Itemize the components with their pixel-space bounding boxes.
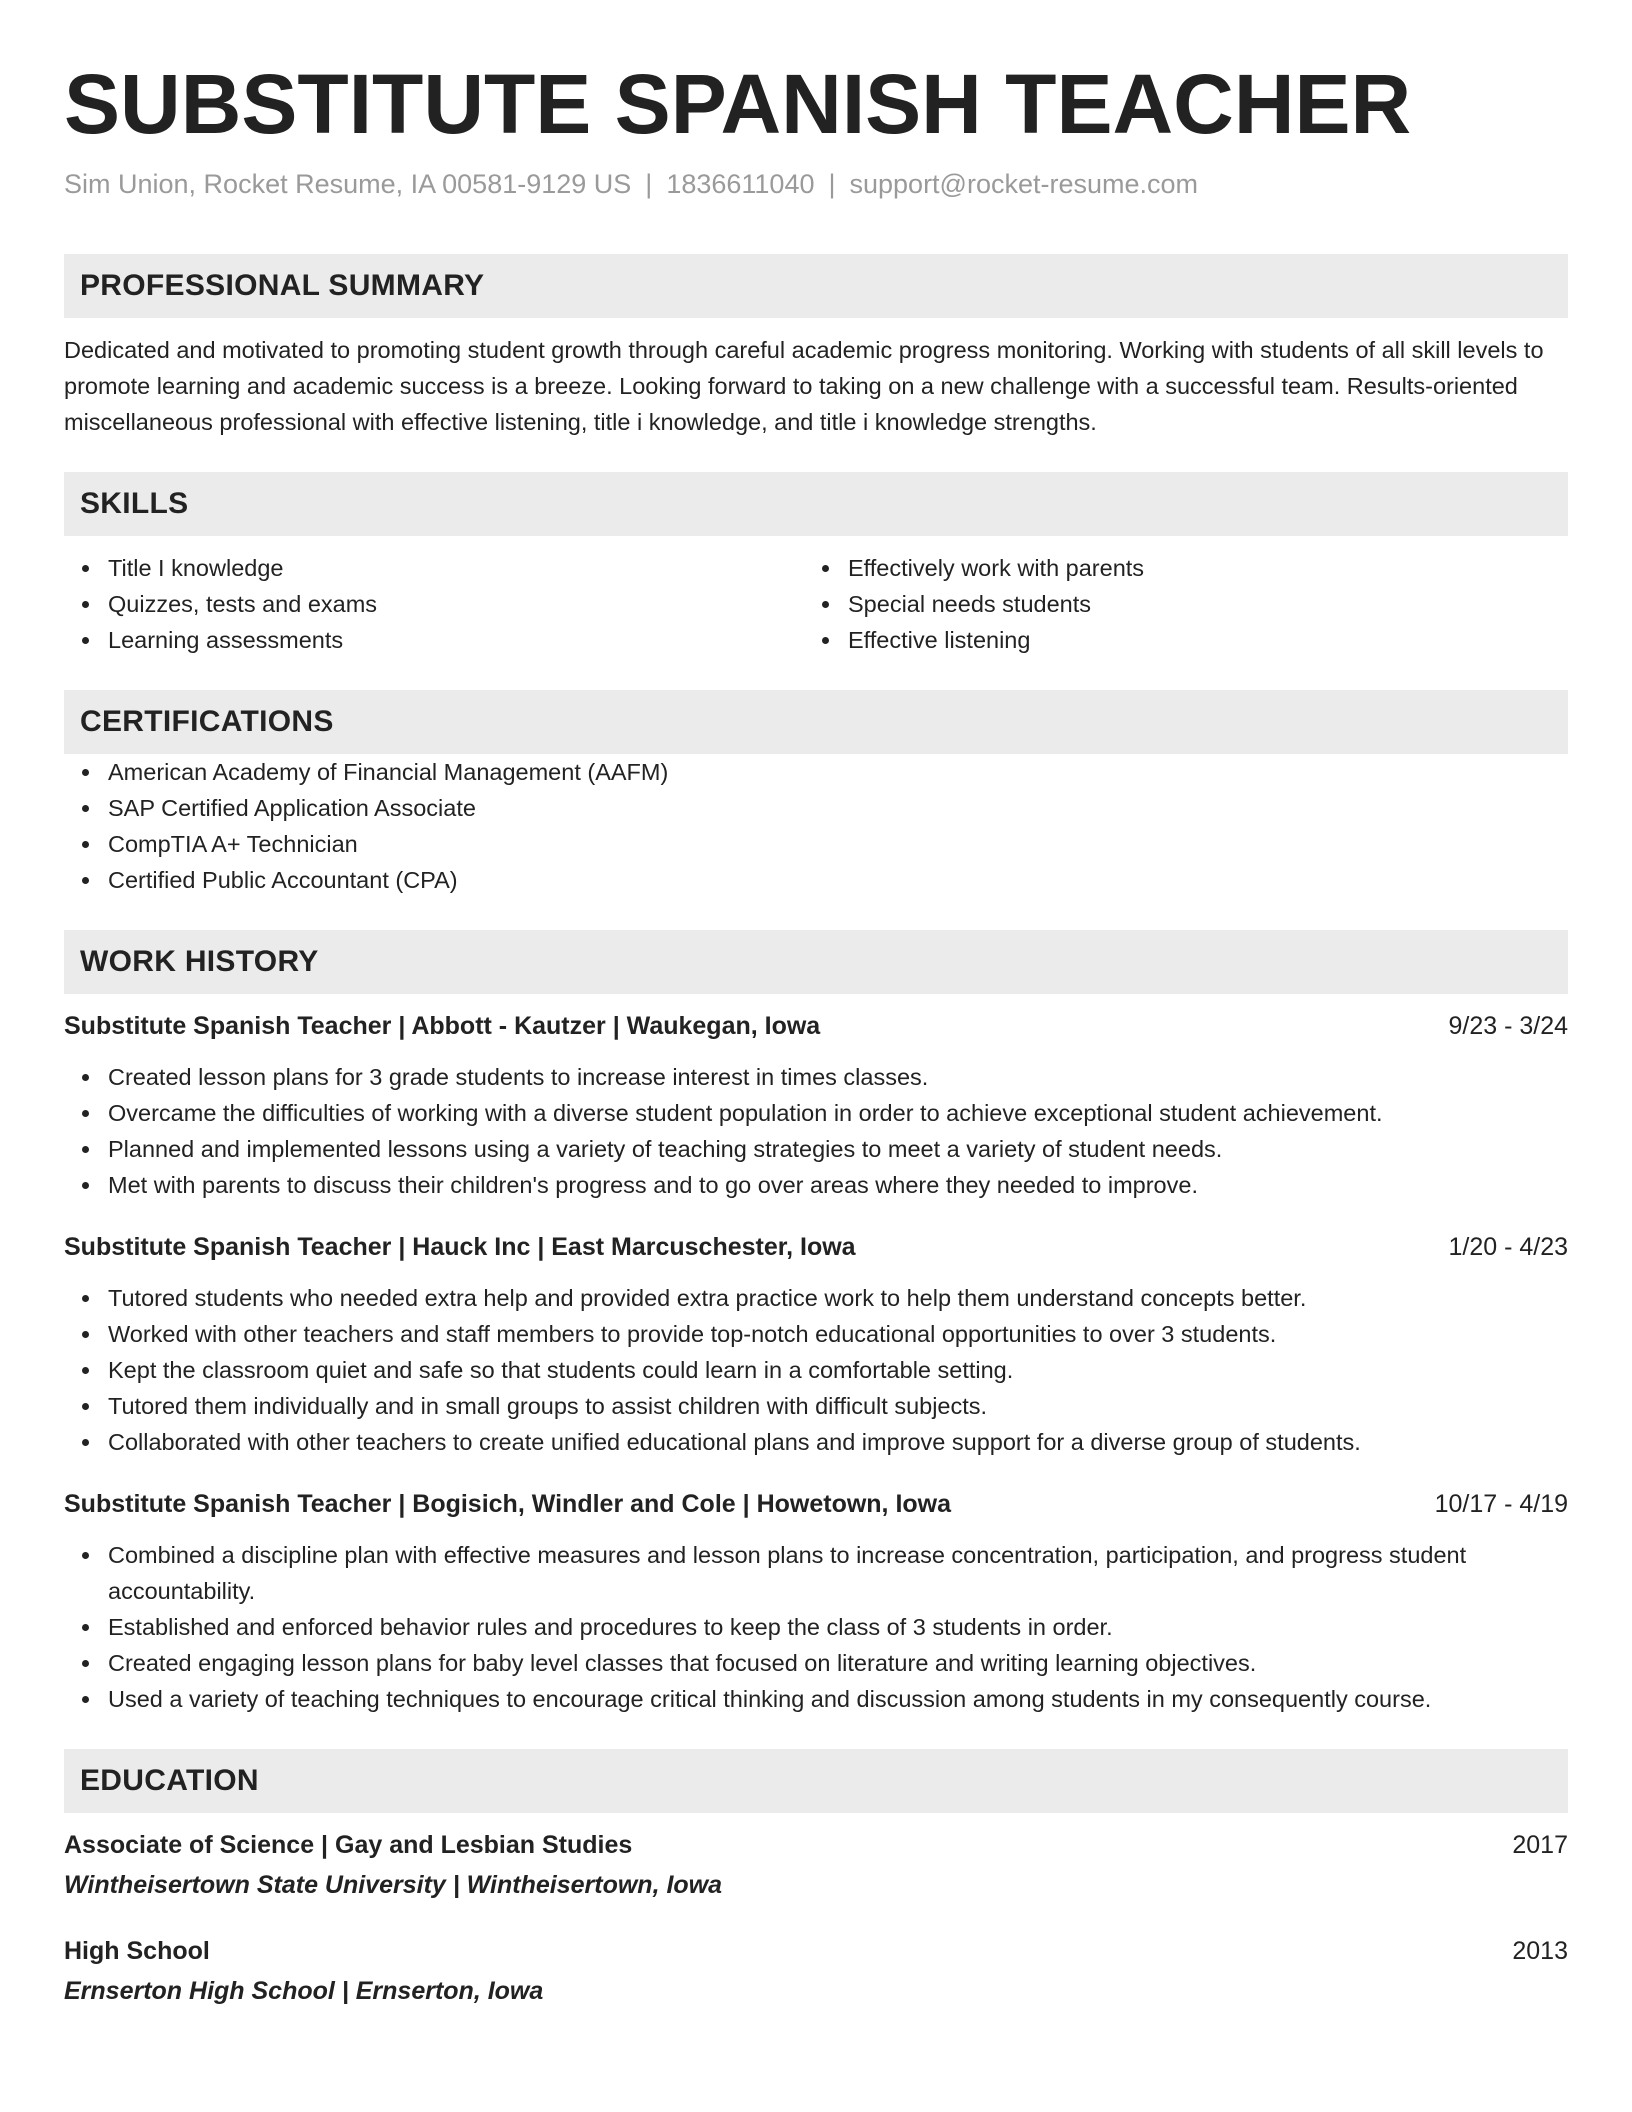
education-school: Wintheisertown State University | Wintheisertown, Iowa bbox=[64, 1871, 723, 1899]
job-entry bbox=[64, 1486, 1568, 1717]
contact-separator: | bbox=[645, 169, 653, 199]
section-header-skills: SKILLS bbox=[64, 472, 1568, 536]
education-heading-row bbox=[64, 1933, 1568, 1969]
section-work-history bbox=[64, 930, 1568, 1717]
education-entry bbox=[64, 1827, 1568, 1903]
education-entry bbox=[64, 1933, 1568, 2009]
skill-item: Special needs students bbox=[804, 586, 1544, 622]
candidate-name: SUBSTITUTE SPANISH TEACHER bbox=[64, 57, 1412, 151]
job-heading-row bbox=[64, 1486, 1568, 1522]
education-school: Ernserton High School | Ernserton, Iowa bbox=[64, 1977, 544, 2005]
job-bullet: Kept the classroom quiet and safe so that students could learn in a comfortable setting. bbox=[64, 1352, 1568, 1388]
job-dates: 10/17 - 4/19 bbox=[1434, 1490, 1568, 1518]
section-header-certifications: CERTIFICATIONS bbox=[64, 690, 1568, 754]
section-header-education: EDUCATION bbox=[64, 1749, 1568, 1813]
job-bullet: Used a variety of teaching techniques to encourage critical thinking and discussion among students in my consequently course. bbox=[64, 1681, 1568, 1717]
skill-item: Effectively work with parents bbox=[804, 550, 1544, 586]
contact-address: Sim Union, Rocket Resume, IA 00581-9129 US bbox=[64, 169, 632, 199]
contact-separator: | bbox=[828, 169, 836, 199]
job-bullet: Established and enforced behavior rules and procedures to keep the class of 3 students in order. bbox=[64, 1609, 1568, 1645]
job-bullet: Tutored students who needed extra help and provided extra practice work to help them understand concepts better. bbox=[64, 1280, 1568, 1316]
job-entry bbox=[64, 1008, 1568, 1203]
contact-phone: 1836611040 bbox=[666, 169, 815, 199]
job-title: Substitute Spanish Teacher | Abbott - Kautzer | Waukegan, Iowa bbox=[64, 1012, 821, 1040]
skill-item: Learning assessments bbox=[64, 622, 804, 658]
job-bullet-list bbox=[64, 1280, 1568, 1460]
job-bullet: Created engaging lesson plans for baby level classes that focused on literature and writing learning objectives. bbox=[64, 1645, 1568, 1681]
certification-list bbox=[64, 754, 1568, 898]
education-year: 2017 bbox=[1512, 1831, 1568, 1859]
job-bullet: Overcame the difficulties of working with a diverse student population in order to achieve exceptional student achievement. bbox=[64, 1095, 1568, 1131]
skills-left-column bbox=[64, 550, 804, 658]
job-entry bbox=[64, 1229, 1568, 1460]
job-bullet-list bbox=[64, 1059, 1568, 1203]
summary-text: Dedicated and motivated to promoting student growth through careful academic progress monitoring. Working with students of all skill levels to promote learning and academic success is a breeze. Looking forward to taking on a new challenge with a successful team. Results-oriented miscellaneous professional with effective listening, title i knowledge, and title i knowledge strengths. bbox=[64, 337, 1544, 435]
skill-item: Quizzes, tests and exams bbox=[64, 586, 804, 622]
certification-item: CompTIA A+ Technician bbox=[64, 826, 1568, 862]
job-dates: 1/20 - 4/23 bbox=[1448, 1233, 1568, 1261]
job-bullet: Collaborated with other teachers to create unified educational plans and improve support for a diverse group of students. bbox=[64, 1424, 1568, 1460]
section-certifications bbox=[64, 690, 1568, 898]
job-bullet: Tutored them individually and in small groups to assist children with difficult subjects. bbox=[64, 1388, 1568, 1424]
education-degree: Associate of Science | Gay and Lesbian Studies bbox=[64, 1831, 633, 1859]
section-header-work-history: WORK HISTORY bbox=[64, 930, 1568, 994]
job-bullet: Created lesson plans for 3 grade students to increase interest in times classes. bbox=[64, 1059, 1568, 1095]
section-education bbox=[64, 1749, 1568, 2009]
job-bullet: Worked with other teachers and staff members to provide top-notch educational opportunities to over 3 students. bbox=[64, 1316, 1568, 1352]
job-bullet: Planned and implemented lessons using a variety of teaching strategies to meet a variety of student needs. bbox=[64, 1131, 1568, 1167]
education-year: 2013 bbox=[1512, 1937, 1568, 1965]
skills-grid bbox=[64, 550, 1568, 658]
job-bullet: Combined a discipline plan with effective measures and lesson plans to increase concentration, participation, and progress student accountability. bbox=[64, 1537, 1568, 1609]
education-heading-row bbox=[64, 1827, 1568, 1863]
certification-item: Certified Public Accountant (CPA) bbox=[64, 862, 1568, 898]
contact-email: support@rocket-resume.com bbox=[849, 169, 1199, 199]
job-heading-row bbox=[64, 1229, 1568, 1265]
certification-item: American Academy of Financial Management (AAFM) bbox=[64, 754, 1568, 790]
job-bullet: Met with parents to discuss their children's progress and to go over areas where they needed to improve. bbox=[64, 1167, 1568, 1203]
skill-item: Title I knowledge bbox=[64, 550, 804, 586]
job-title: Substitute Spanish Teacher | Bogisich, Windler and Cole | Howetown, Iowa bbox=[64, 1490, 952, 1518]
certification-item: SAP Certified Application Associate bbox=[64, 790, 1568, 826]
job-dates: 9/23 - 3/24 bbox=[1448, 1012, 1568, 1040]
section-skills bbox=[64, 472, 1568, 658]
skills-right-column bbox=[804, 550, 1544, 658]
skill-item: Effective listening bbox=[804, 622, 1544, 658]
contact-line bbox=[64, 166, 1568, 202]
section-header-summary: PROFESSIONAL SUMMARY bbox=[64, 254, 1568, 318]
job-bullet-list bbox=[64, 1537, 1568, 1717]
job-heading-row bbox=[64, 1008, 1568, 1044]
education-degree: High School bbox=[64, 1937, 210, 1965]
job-title: Substitute Spanish Teacher | Hauck Inc | East Marcuschester, Iowa bbox=[64, 1233, 856, 1261]
